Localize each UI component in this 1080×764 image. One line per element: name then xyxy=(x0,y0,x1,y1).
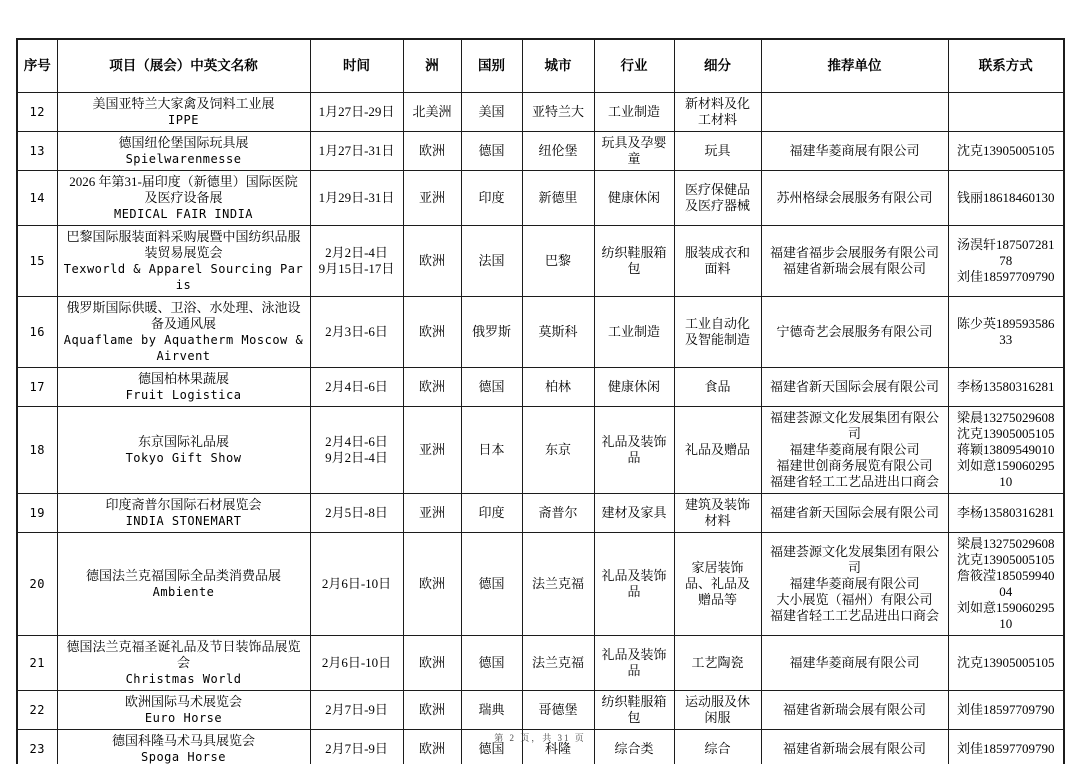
cell-time-line: 1月29日-31日 xyxy=(318,190,395,205)
cell-continent xyxy=(403,171,461,226)
cell-name-line: 欧洲国际马术展览会 xyxy=(124,694,242,709)
cell-time xyxy=(310,407,403,494)
cell-country-line: 俄罗斯 xyxy=(471,324,511,339)
cell-country-line: 印度 xyxy=(478,190,505,205)
cell-time xyxy=(310,93,403,132)
cell-city-line: 纽伦堡 xyxy=(538,143,578,158)
cell-recommender xyxy=(761,93,948,132)
cell-industry xyxy=(594,407,674,494)
cell-industry xyxy=(594,226,674,297)
table-body xyxy=(17,93,1064,764)
cell-segment-line: 玩具 xyxy=(704,143,731,158)
cell-continent xyxy=(403,93,461,132)
cell-recommender xyxy=(761,636,948,691)
cell-contact xyxy=(948,132,1064,171)
cell-industry-line: 建材及家具 xyxy=(601,505,667,520)
cell-country-line: 德国 xyxy=(478,379,505,394)
cell-recommender-line: 福建省新瑞会展有限公司 xyxy=(782,261,926,276)
cell-segment xyxy=(674,132,761,171)
cell-name-line: Aquaflame by Aquatherm Moscow & Airvent xyxy=(63,333,304,363)
cell-name-line: Tokyo Gift Show xyxy=(125,451,242,465)
cell-country xyxy=(461,691,522,730)
cell-segment xyxy=(674,297,761,368)
cell-industry-line: 礼品及装饰品 xyxy=(601,434,667,465)
cell-segment xyxy=(674,226,761,297)
cell-contact xyxy=(948,297,1064,368)
cell-no xyxy=(17,691,57,730)
cell-recommender xyxy=(761,132,948,171)
cell-name xyxy=(57,171,310,226)
cell-name xyxy=(57,297,310,368)
cell-contact-line: 沈克13905005105 xyxy=(956,143,1055,158)
cell-time-line: 1月27日-31日 xyxy=(318,143,395,158)
cell-industry-line: 纺织鞋服箱包 xyxy=(601,245,667,276)
cell-recommender-line: 福建华菱商展有限公司 xyxy=(789,655,920,670)
cell-continent xyxy=(403,297,461,368)
cell-segment-line: 新材料及化工材料 xyxy=(684,96,750,127)
cell-contact-line: 沈克13905005105 xyxy=(956,655,1055,670)
cell-country-line: 法国 xyxy=(478,253,505,268)
cell-continent xyxy=(403,132,461,171)
cell-city-line: 斋普尔 xyxy=(538,505,578,520)
cell-no-line: 20 xyxy=(29,577,45,591)
cell-contact xyxy=(948,407,1064,494)
cell-name-line: 德国法兰克福国际全品类消费品展 xyxy=(85,568,281,583)
cell-segment xyxy=(674,171,761,226)
cell-city xyxy=(522,407,594,494)
cell-segment-line: 服装成衣和面料 xyxy=(684,245,750,276)
cell-contact-line: 詹筱滢18505994004 xyxy=(956,568,1055,599)
cell-country-line: 日本 xyxy=(478,442,505,457)
cell-no xyxy=(17,297,57,368)
cell-no-line: 13 xyxy=(29,144,45,158)
cell-country xyxy=(461,407,522,494)
cell-time xyxy=(310,226,403,297)
cell-time xyxy=(310,636,403,691)
cell-industry-line: 健康休闲 xyxy=(607,190,660,205)
cell-recommender-line: 福建华菱商展有限公司 xyxy=(789,442,920,457)
cell-time xyxy=(310,494,403,533)
cell-recommender xyxy=(761,171,948,226)
cell-contact xyxy=(948,533,1064,636)
cell-contact xyxy=(948,636,1064,691)
cell-name-line: 2026 年第31-届印度（新德里）国际医院及医疗设备展 xyxy=(69,174,298,205)
cell-continent xyxy=(403,368,461,407)
cell-city xyxy=(522,297,594,368)
cell-name-line: Fruit Logistica xyxy=(125,388,242,402)
cell-city xyxy=(522,494,594,533)
cell-time xyxy=(310,171,403,226)
cell-segment xyxy=(674,533,761,636)
col-header-city: 城市 xyxy=(522,39,594,93)
cell-recommender xyxy=(761,226,948,297)
cell-recommender xyxy=(761,494,948,533)
cell-industry xyxy=(594,132,674,171)
cell-city xyxy=(522,132,594,171)
cell-name-line: Spoga Horse xyxy=(141,750,226,764)
col-header-name: 项目（展会）中英文名称 xyxy=(57,39,310,93)
cell-name-line: Ambiente xyxy=(152,585,215,599)
cell-time-line: 2月5日-8日 xyxy=(325,505,388,520)
cell-no-line: 15 xyxy=(29,254,45,268)
cell-name-line: MEDICAL FAIR INDIA xyxy=(113,207,254,221)
cell-industry-line: 礼品及装饰品 xyxy=(601,568,667,599)
cell-continent xyxy=(403,533,461,636)
cell-contact-line: 陈少英18959358633 xyxy=(956,316,1055,347)
cell-recommender xyxy=(761,533,948,636)
cell-contact-line: 李杨13580316281 xyxy=(956,505,1055,520)
cell-city xyxy=(522,226,594,297)
table-row xyxy=(17,132,1064,171)
cell-name-line: 德国纽伦堡国际玩具展 xyxy=(118,135,249,150)
cell-continent-line: 欧洲 xyxy=(418,379,445,394)
cell-continent-line: 亚洲 xyxy=(418,442,445,457)
col-header-segment: 细分 xyxy=(674,39,761,93)
cell-name-line: IPPE xyxy=(168,113,199,127)
cell-segment xyxy=(674,691,761,730)
cell-segment-line: 工业自动化及智能制造 xyxy=(684,316,750,347)
cell-segment-line: 工艺陶瓷 xyxy=(691,655,744,670)
cell-name-line: 俄罗斯国际供暖、卫浴、水处理、泳池设备及通风展 xyxy=(66,300,301,331)
table-row xyxy=(17,368,1064,407)
cell-time xyxy=(310,368,403,407)
cell-country-line: 美国 xyxy=(478,104,505,119)
cell-recommender-line: 宁德奇艺会展服务有限公司 xyxy=(776,324,933,339)
page-number-footer: 第 2 页，共 31 页 xyxy=(494,733,586,743)
cell-contact xyxy=(948,494,1064,533)
cell-recommender xyxy=(761,297,948,368)
cell-segment xyxy=(674,407,761,494)
cell-country xyxy=(461,636,522,691)
cell-country-line: 德国 xyxy=(478,655,505,670)
cell-industry xyxy=(594,533,674,636)
cell-industry xyxy=(594,691,674,730)
cell-time-line: 2月4日-6日 xyxy=(325,434,388,449)
cell-contact xyxy=(948,171,1064,226)
table-row xyxy=(17,171,1064,226)
cell-contact-line: 沈克13905005105 xyxy=(956,552,1055,567)
cell-country xyxy=(461,171,522,226)
cell-name-line: 东京国际礼品展 xyxy=(137,434,229,449)
cell-time xyxy=(310,132,403,171)
cell-no-line: 21 xyxy=(29,656,45,670)
cell-industry-line: 工业制造 xyxy=(607,104,660,119)
table-row xyxy=(17,93,1064,132)
cell-city-line: 哥德堡 xyxy=(538,702,578,717)
cell-recommender-line: 福建省新瑞会展有限公司 xyxy=(782,741,926,756)
cell-recommender-line: 福建省新天国际会展有限公司 xyxy=(769,505,939,520)
cell-city xyxy=(522,93,594,132)
cell-no xyxy=(17,636,57,691)
cell-contact-line: 钱丽18618460130 xyxy=(956,190,1055,205)
cell-time-line: 9月2日-4日 xyxy=(325,450,388,465)
cell-recommender-line: 福建世创商务展览有限公司 xyxy=(776,458,933,473)
cell-name-line: Spielwarenmesse xyxy=(125,152,242,166)
cell-segment xyxy=(674,636,761,691)
col-header-country: 国别 xyxy=(461,39,522,93)
cell-country xyxy=(461,132,522,171)
cell-segment xyxy=(674,494,761,533)
cell-continent-line: 北美洲 xyxy=(412,104,452,119)
cell-no xyxy=(17,368,57,407)
cell-contact xyxy=(948,93,1064,132)
cell-continent xyxy=(403,494,461,533)
cell-time-line: 2月3日-6日 xyxy=(325,324,388,339)
cell-country xyxy=(461,226,522,297)
cell-contact-line: 梁晨13275029608 xyxy=(956,536,1055,551)
cell-no xyxy=(17,132,57,171)
cell-segment-line: 建筑及装饰材料 xyxy=(684,497,750,528)
cell-country xyxy=(461,297,522,368)
cell-industry xyxy=(594,171,674,226)
cell-no-line: 14 xyxy=(29,191,45,205)
cell-recommender-line: 福建省新天国际会展有限公司 xyxy=(769,379,939,394)
cell-country xyxy=(461,494,522,533)
cell-time xyxy=(310,533,403,636)
cell-recommender xyxy=(761,691,948,730)
cell-name xyxy=(57,407,310,494)
cell-contact-line: 李杨13580316281 xyxy=(956,379,1055,394)
cell-recommender-line: 福建省福步会展服务有限公司 xyxy=(769,245,939,260)
cell-name xyxy=(57,533,310,636)
cell-continent xyxy=(403,691,461,730)
cell-no xyxy=(17,494,57,533)
cell-name-line: 美国亚特兰大家禽及饲料工业展 xyxy=(92,96,275,111)
cell-continent-line: 欧洲 xyxy=(418,655,445,670)
cell-country-line: 德国 xyxy=(478,576,505,591)
cell-name-line: 印度斋普尔国际石材展览会 xyxy=(105,497,262,512)
cell-city-line: 科隆 xyxy=(544,741,571,756)
cell-country-line: 瑞典 xyxy=(478,702,505,717)
cell-no xyxy=(17,226,57,297)
table-row xyxy=(17,226,1064,297)
cell-name xyxy=(57,494,310,533)
cell-city-line: 法兰克福 xyxy=(531,576,584,591)
cell-name-line: INDIA STONEMART xyxy=(125,514,242,528)
col-header-recommender: 推荐单位 xyxy=(761,39,948,93)
cell-contact-line: 沈克13905005105 xyxy=(956,426,1055,441)
cell-contact-line: 刘如意15906029510 xyxy=(956,458,1055,489)
cell-industry xyxy=(594,297,674,368)
cell-no-line: 22 xyxy=(29,703,45,717)
col-header-no: 序号 xyxy=(17,39,57,93)
cell-industry-line: 综合类 xyxy=(614,741,654,756)
cell-city xyxy=(522,368,594,407)
cell-segment-line: 医疗保健品及医疗器械 xyxy=(684,182,750,213)
cell-city-line: 巴黎 xyxy=(544,253,571,268)
cell-city xyxy=(522,636,594,691)
col-header-contact: 联系方式 xyxy=(948,39,1064,93)
cell-recommender-line: 大小展览（福州）有限公司 xyxy=(776,592,933,607)
cell-time-line: 9月15日-17日 xyxy=(318,261,395,276)
cell-no-line: 23 xyxy=(29,742,45,756)
cell-name-line: 德国科隆马术马具展览会 xyxy=(111,733,255,748)
cell-name-line: Texworld & Apparel Sourcing Paris xyxy=(63,262,304,292)
cell-industry xyxy=(594,93,674,132)
cell-country-line: 德国 xyxy=(478,741,505,756)
cell-city-line: 亚特兰大 xyxy=(531,104,584,119)
cell-country-line: 德国 xyxy=(478,143,505,158)
cell-continent-line: 欧洲 xyxy=(418,702,445,717)
cell-time-line: 1月27日-29日 xyxy=(318,104,395,119)
cell-city-line: 柏林 xyxy=(544,379,571,394)
table-row xyxy=(17,691,1064,730)
cell-name-line: 巴黎国际服装面料采购展暨中国纺织品服装贸易展览会 xyxy=(66,229,301,260)
cell-continent xyxy=(403,407,461,494)
cell-segment-line: 家居装饰品、礼品及赠品等 xyxy=(684,560,750,607)
table-row xyxy=(17,494,1064,533)
cell-name xyxy=(57,226,310,297)
cell-city xyxy=(522,691,594,730)
cell-contact-line: 刘佳18597709790 xyxy=(956,741,1055,756)
cell-no xyxy=(17,407,57,494)
cell-continent-line: 亚洲 xyxy=(418,505,445,520)
cell-country-line: 印度 xyxy=(478,505,505,520)
table-row xyxy=(17,533,1064,636)
exhibition-table xyxy=(16,38,1065,764)
cell-industry-line: 玩具及孕婴童 xyxy=(601,135,667,166)
cell-contact-line: 蒋颖13809549010 xyxy=(956,442,1055,457)
table-row xyxy=(17,297,1064,368)
cell-continent-line: 欧洲 xyxy=(418,324,445,339)
cell-continent-line: 欧洲 xyxy=(418,576,445,591)
cell-segment-line: 综合 xyxy=(704,741,731,756)
cell-name xyxy=(57,368,310,407)
cell-name xyxy=(57,132,310,171)
cell-industry-line: 纺织鞋服箱包 xyxy=(601,694,667,725)
cell-industry xyxy=(594,494,674,533)
cell-industry-line: 健康休闲 xyxy=(607,379,660,394)
cell-recommender-line: 福建省轻工工艺品进出口商会 xyxy=(769,474,939,489)
cell-city-line: 新德里 xyxy=(538,190,578,205)
table-header-row xyxy=(17,39,1064,93)
cell-recommender-line: 苏州格绿会展服务有限公司 xyxy=(776,190,933,205)
cell-name-line: Euro Horse xyxy=(144,711,223,725)
cell-contact-line: 梁晨13275029608 xyxy=(956,410,1055,425)
cell-time-line: 2月6日-10日 xyxy=(321,655,392,670)
cell-city-line: 莫斯科 xyxy=(538,324,578,339)
cell-name-line: 德国柏林果蔬展 xyxy=(137,371,229,386)
cell-segment xyxy=(674,368,761,407)
cell-no-line: 12 xyxy=(29,105,45,119)
cell-continent xyxy=(403,636,461,691)
cell-segment-line: 食品 xyxy=(704,379,731,394)
cell-contact-line: 汤淏轩18750728178 xyxy=(956,237,1055,268)
cell-time-line: 2月2日-4日 xyxy=(325,245,388,260)
cell-industry-line: 工业制造 xyxy=(607,324,660,339)
cell-no-line: 17 xyxy=(29,380,45,394)
cell-industry xyxy=(594,368,674,407)
cell-recommender xyxy=(761,407,948,494)
col-header-continent: 洲 xyxy=(403,39,461,93)
cell-continent-line: 欧洲 xyxy=(418,741,445,756)
cell-segment-line: 运动服及休闲服 xyxy=(684,694,750,725)
cell-contact-line: 刘佳18597709790 xyxy=(956,702,1055,717)
cell-no-line: 16 xyxy=(29,325,45,339)
cell-no-line: 19 xyxy=(29,506,45,520)
cell-name xyxy=(57,636,310,691)
cell-country xyxy=(461,93,522,132)
cell-city xyxy=(522,171,594,226)
cell-name-line: Christmas World xyxy=(125,672,242,686)
cell-contact-line: 刘佳18597709790 xyxy=(956,269,1055,284)
cell-recommender-line: 福建华菱商展有限公司 xyxy=(789,576,920,591)
cell-continent-line: 欧洲 xyxy=(418,253,445,268)
cell-segment-line: 礼品及赠品 xyxy=(684,442,750,457)
table-row xyxy=(17,636,1064,691)
cell-city-line: 东京 xyxy=(544,442,571,457)
cell-contact xyxy=(948,226,1064,297)
cell-industry xyxy=(594,636,674,691)
cell-no xyxy=(17,171,57,226)
cell-time-line: 2月7日-9日 xyxy=(325,741,388,756)
cell-time-line: 2月6日-10日 xyxy=(321,576,392,591)
cell-recommender-line: 福建华菱商展有限公司 xyxy=(789,143,920,158)
cell-name-line: 德国法兰克福圣诞礼品及节日装饰品展览会 xyxy=(66,639,301,670)
cell-time-line: 2月7日-9日 xyxy=(325,702,388,717)
cell-recommender-line: 福建荟源文化发展集团有限公司 xyxy=(769,544,939,575)
cell-country xyxy=(461,368,522,407)
cell-time-line: 2月4日-6日 xyxy=(325,379,388,394)
cell-name xyxy=(57,691,310,730)
col-header-time: 时间 xyxy=(310,39,403,93)
cell-contact xyxy=(948,368,1064,407)
cell-continent xyxy=(403,226,461,297)
cell-no xyxy=(17,93,57,132)
cell-city xyxy=(522,533,594,636)
cell-city-line: 法兰克福 xyxy=(531,655,584,670)
cell-country xyxy=(461,533,522,636)
cell-contact-line: 刘如意15906029510 xyxy=(956,600,1055,631)
cell-recommender-line: 福建省新瑞会展有限公司 xyxy=(782,702,926,717)
cell-segment xyxy=(674,93,761,132)
cell-industry-line: 礼品及装饰品 xyxy=(601,647,667,678)
cell-recommender-line: 福建荟源文化发展集团有限公司 xyxy=(769,410,939,441)
cell-time xyxy=(310,297,403,368)
cell-no xyxy=(17,533,57,636)
cell-recommender-line: 福建省轻工工艺品进出口商会 xyxy=(769,608,939,623)
cell-continent-line: 亚洲 xyxy=(418,190,445,205)
cell-time xyxy=(310,691,403,730)
cell-name xyxy=(57,93,310,132)
cell-continent-line: 欧洲 xyxy=(418,143,445,158)
cell-contact xyxy=(948,691,1064,730)
col-header-industry: 行业 xyxy=(594,39,674,93)
cell-no-line: 18 xyxy=(29,443,45,457)
cell-recommender xyxy=(761,368,948,407)
table-row xyxy=(17,407,1064,494)
